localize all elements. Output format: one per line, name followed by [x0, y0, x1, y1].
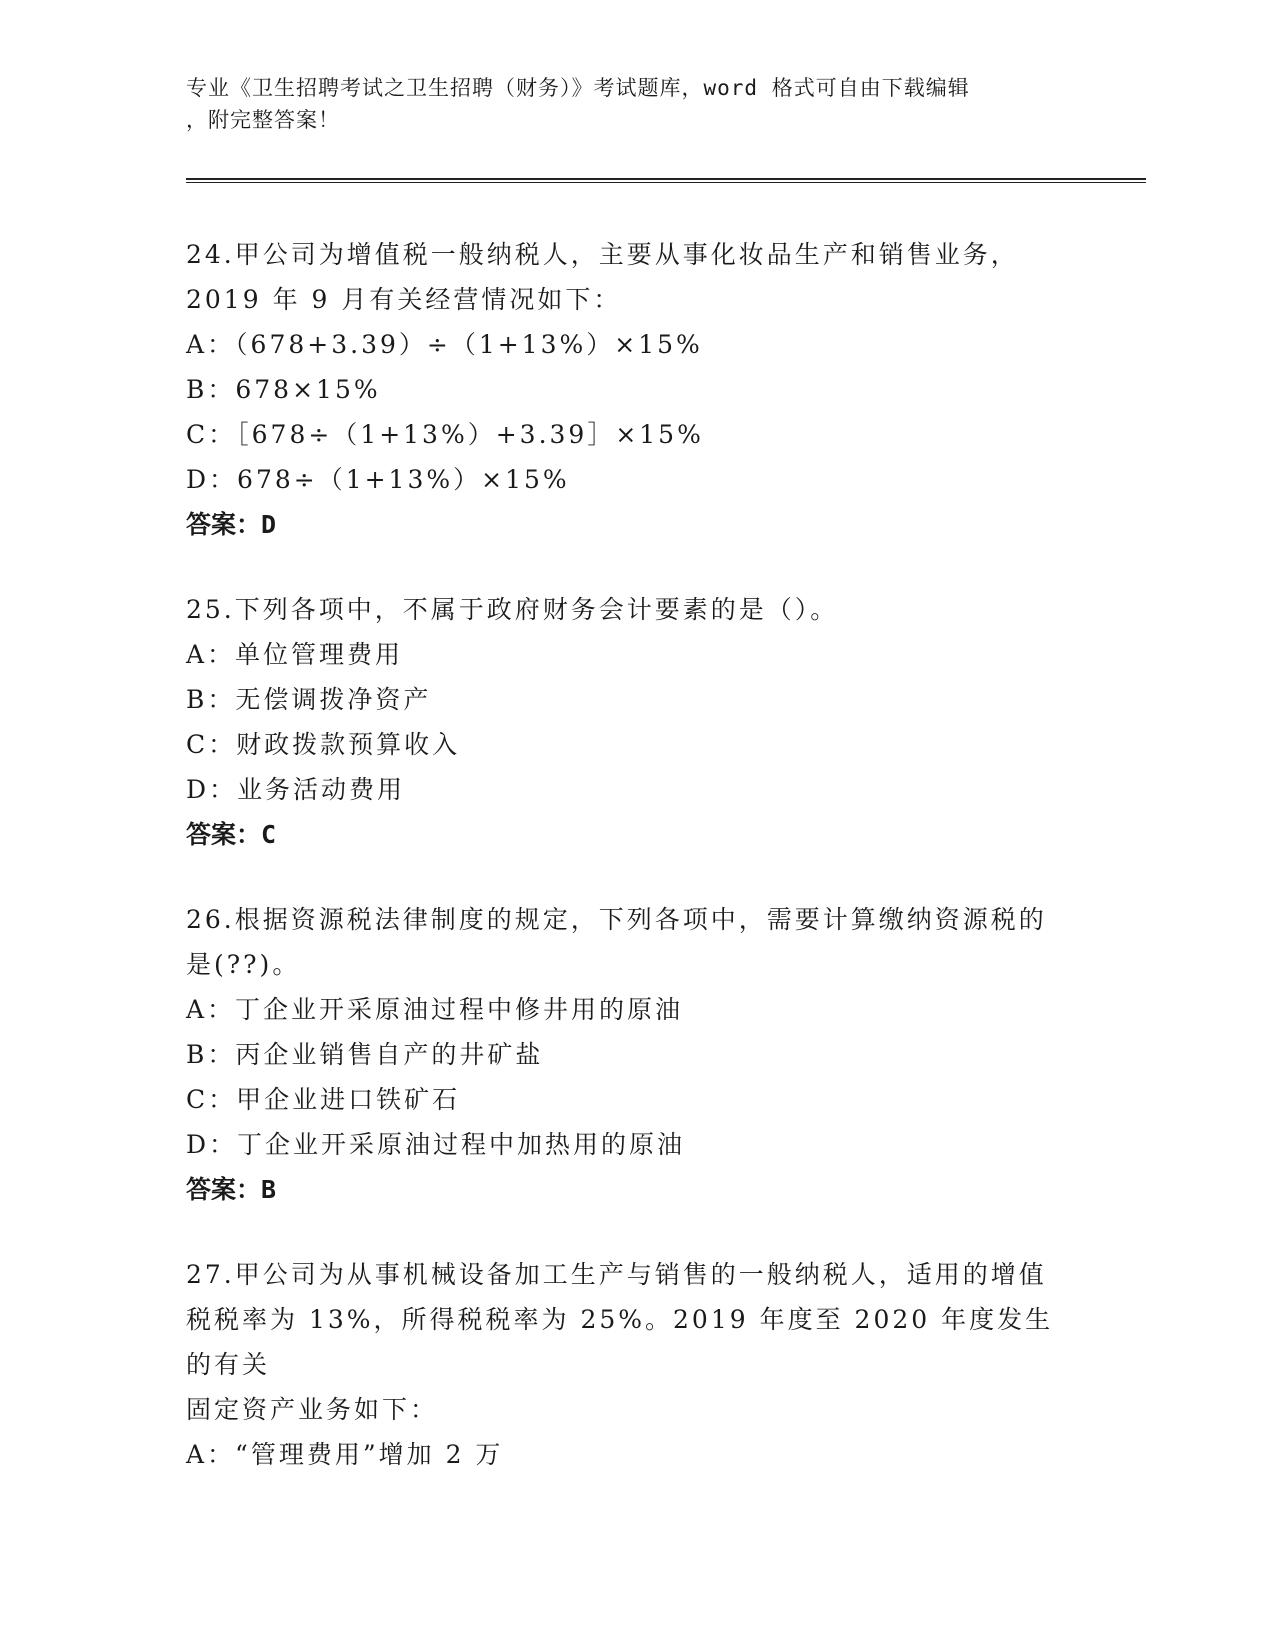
question-stem-line: 是(??)。	[186, 950, 301, 979]
question-list	[186, 232, 1076, 1517]
question-26	[186, 897, 1076, 1212]
header-rule-thin	[186, 182, 1146, 183]
answer-line: 答案：B	[186, 1175, 277, 1204]
question-27	[186, 1252, 1076, 1477]
option-d: D：业务活动费用	[186, 775, 406, 804]
option-b: B：丙企业销售自产的井矿盐	[186, 1040, 544, 1069]
header-rule-thick	[186, 178, 1146, 180]
option-c: C：财政拨款预算收入	[186, 730, 461, 759]
option-b: B：678×15%	[186, 375, 381, 404]
question-stem-line: 26.根据资源税法律制度的规定，下列各项中，需要计算缴纳资源税的	[186, 905, 1047, 934]
option-c: C：［678÷（1+13%）+3.39］×15%	[186, 420, 704, 449]
question-stem-line: 25.下列各项中，不属于政府财务会计要素的是（）。	[186, 595, 839, 624]
question-stem-line: 2019 年 9 月有关经营情况如下：	[186, 285, 622, 314]
option-d: D：678÷（1+13%）×15%	[186, 465, 570, 494]
question-stem-line: 27.甲公司为从事机械设备加工生产与销售的一般纳税人，适用的增值	[186, 1260, 1047, 1289]
option-a: A：单位管理费用	[186, 640, 404, 669]
option-a: A：丁企业开采原油过程中修井用的原油	[186, 995, 684, 1024]
document-header	[186, 72, 1066, 136]
answer-line: 答案：D	[186, 510, 277, 539]
option-a: A：“管理费用”增加 2 万	[186, 1440, 504, 1469]
header-line-2: ，附完整答案！	[186, 108, 340, 132]
option-d: D：丁企业开采原油过程中加热用的原油	[186, 1130, 686, 1159]
question-stem-line: 固定资产业务如下：	[186, 1395, 439, 1424]
question-25	[186, 587, 1076, 857]
header-line-1: 专业《卫生招聘考试之卫生招聘（财务）》考试题库，word 格式可自由下载编辑	[186, 76, 970, 100]
question-stem-line: 24.甲公司为增值税一般纳税人，主要从事化妆品生产和销售业务，	[186, 240, 1019, 269]
option-a: A：（678+3.39）÷（1+13%）×15%	[186, 330, 703, 359]
answer-line: 答案：C	[186, 820, 277, 849]
question-24	[186, 232, 1076, 547]
question-stem-line: 税税率为 13%，所得税税率为 25%。2019 年度至 2020 年度发生的有关	[186, 1305, 1054, 1379]
option-b: B：无偿调拨净资产	[186, 685, 432, 714]
option-c: C：甲企业进口铁矿石	[186, 1085, 461, 1114]
